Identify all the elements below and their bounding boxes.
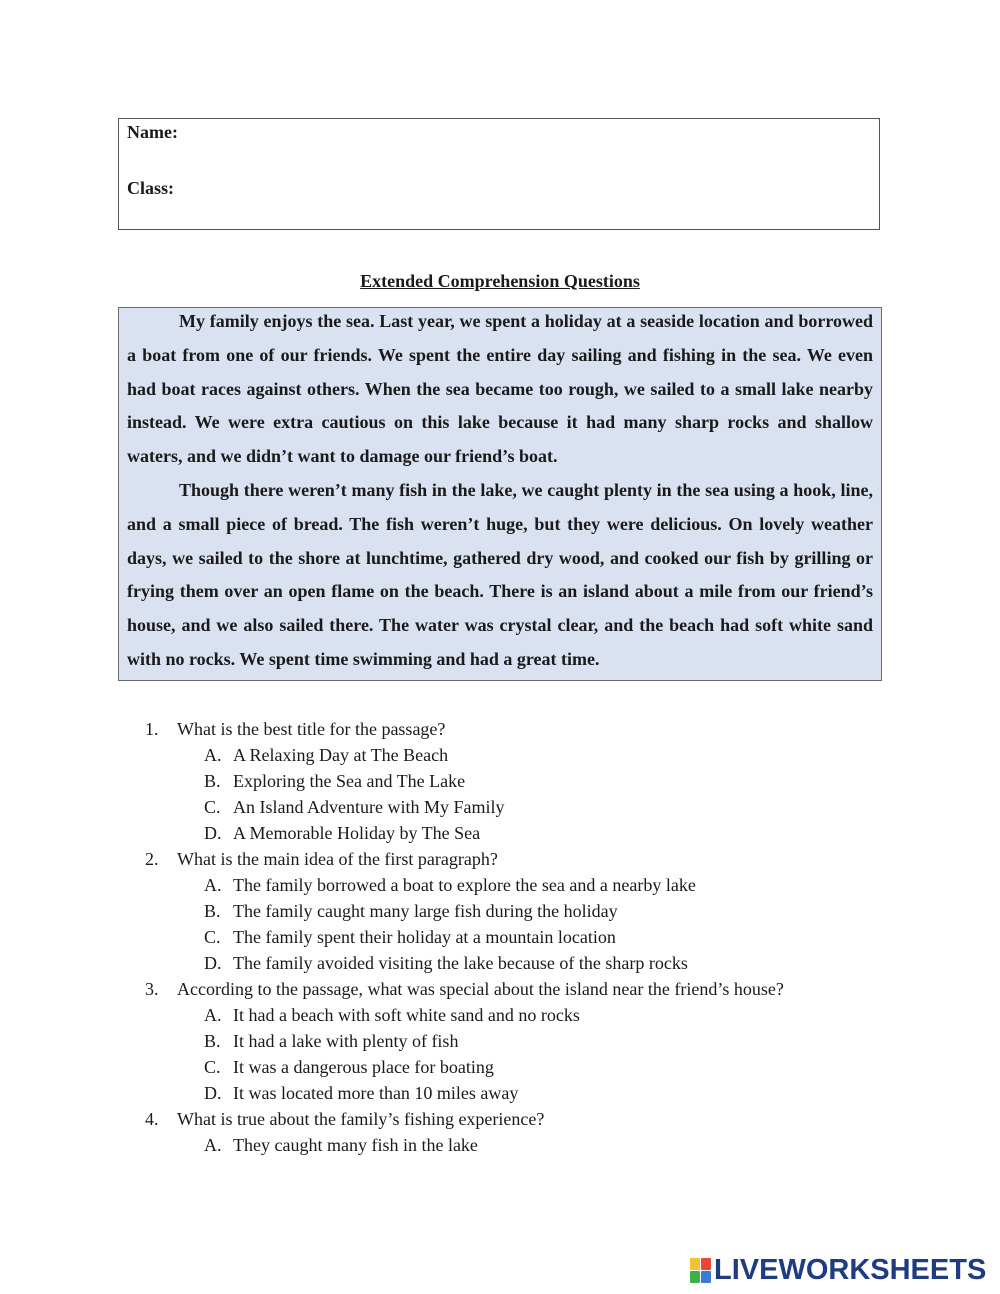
answer-option[interactable] (145, 1132, 905, 1158)
passage-paragraph-2: Though there weren’t many fish in the lake, we caught plenty in the sea using a hook, line, and a small piece of bread. The fish weren’t huge, but they were delicious. On lovely weather days, we sailed to the shore at lunchtime, gathered dry wood, and cooked our fish by grilling or frying them over an open flame on the beach. There is an island about a mile from our friend’s house, and we also sailed there. The water was crystal clear, and the beach had soft white sand with no rocks. We spent time swimming and had a great time. (127, 479, 873, 669)
option-text: A Relaxing Day at The Beach (233, 745, 449, 765)
option-text: It was a dangerous place for boating (233, 1057, 494, 1077)
question-2 (145, 846, 905, 872)
question-number: 1. (145, 719, 159, 739)
answer-option[interactable] (145, 1002, 905, 1028)
option-letter: C. (204, 1057, 221, 1077)
question-number: 3. (145, 979, 159, 999)
option-text: They caught many fish in the lake (233, 1135, 478, 1155)
question-text: What is true about the family’s fishing experience? (177, 1109, 545, 1129)
option-text: A Memorable Holiday by The Sea (233, 823, 481, 843)
class-label: Class: (127, 178, 175, 198)
question-1 (145, 716, 905, 742)
answer-option[interactable] (145, 1054, 905, 1080)
option-letter: A. (204, 1005, 222, 1025)
question-4 (145, 1106, 905, 1132)
option-letter: B. (204, 901, 221, 921)
option-letter: B. (204, 1031, 221, 1051)
answer-option[interactable] (145, 742, 905, 768)
logo-mark-tile (701, 1258, 711, 1270)
student-info-box (118, 118, 880, 230)
question-list (145, 716, 905, 1158)
option-text: The family caught many large fish during the holiday (233, 901, 618, 921)
option-letter: C. (204, 797, 221, 817)
logo-mark-tile (701, 1271, 711, 1283)
option-text: The family spent their holiday at a mountain location (233, 927, 616, 947)
option-text: It was located more than 10 miles away (233, 1083, 519, 1103)
logo-text: LIVEWORKSHEETS (714, 1254, 987, 1286)
answer-option[interactable] (145, 924, 905, 950)
answer-option[interactable] (145, 1028, 905, 1054)
question-number: 4. (145, 1109, 159, 1129)
option-letter: C. (204, 927, 221, 947)
option-text: It had a lake with plenty of fish (233, 1031, 459, 1051)
answer-option[interactable] (145, 794, 905, 820)
question-text: What is the best title for the passage? (177, 719, 446, 739)
liveworksheets-logo (690, 1255, 986, 1285)
logo-mark-tile (690, 1258, 700, 1270)
answer-option[interactable] (145, 898, 905, 924)
option-text: It had a beach with soft white sand and no rocks (233, 1005, 580, 1025)
question-text: What is the main idea of the first paragraph? (177, 849, 498, 869)
passage-paragraph-1: My family enjoys the sea. Last year, we spent a holiday at a seaside location and borrowed a boat from one of our friends. We spent the entire day sailing and fishing in the sea. We even had boat races against others. When the sea became too rough, we sailed to a small lake nearby instead. We were extra cautious on this lake because it had many sharp rocks and shallow waters, and we didn’t want to damage our friend’s boat. (127, 311, 873, 467)
question-text: According to the passage, what was special about the island near the friend’s house? (177, 979, 784, 999)
option-text: The family borrowed a boat to explore the sea and a nearby lake (233, 875, 696, 895)
option-letter: A. (204, 745, 222, 765)
option-letter: D. (204, 1083, 222, 1103)
option-text: An Island Adventure with My Family (233, 797, 505, 817)
option-letter: A. (204, 1135, 222, 1155)
option-text: Exploring the Sea and The Lake (233, 771, 466, 791)
answer-option[interactable] (145, 872, 905, 898)
option-letter: D. (204, 953, 222, 973)
answer-option[interactable] (145, 820, 905, 846)
option-letter: B. (204, 771, 221, 791)
reading-passage (118, 307, 882, 681)
option-letter: A. (204, 875, 222, 895)
page-title: Extended Comprehension Questions (360, 271, 640, 291)
answer-option[interactable] (145, 768, 905, 794)
question-3 (145, 976, 905, 1002)
answer-option[interactable] (145, 950, 905, 976)
option-text: The family avoided visiting the lake because of the sharp rocks (233, 953, 688, 973)
question-number: 2. (145, 849, 159, 869)
name-label: Name: (127, 122, 178, 142)
answer-option[interactable] (145, 1080, 905, 1106)
option-letter: D. (204, 823, 222, 843)
logo-mark-icon (690, 1258, 711, 1283)
logo-mark-tile (690, 1271, 700, 1283)
